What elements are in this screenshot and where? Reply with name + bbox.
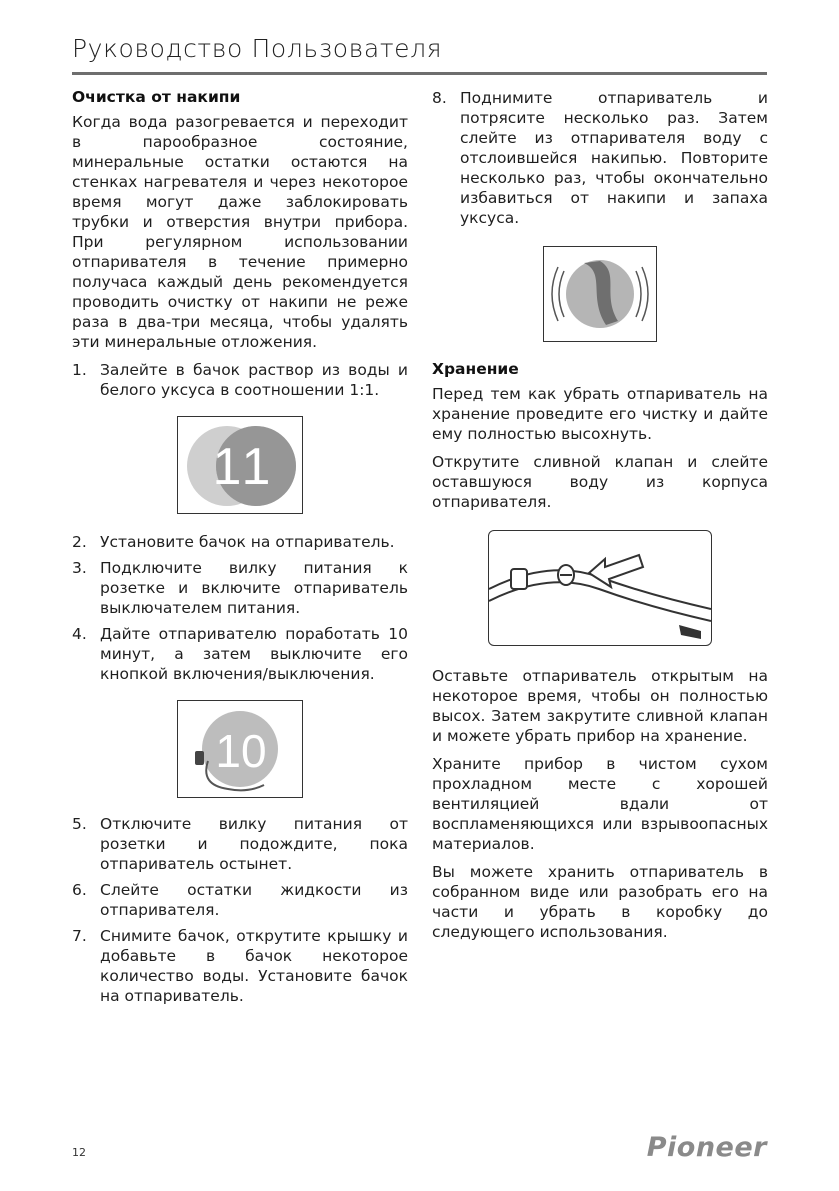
step-number: 7. [72, 927, 87, 945]
timer-value: 10 [215, 725, 267, 777]
step-text: Залейте в бачок раствор из воды и белого уксуса в соотношении 1:1. [100, 361, 408, 399]
page-header [72, 30, 767, 75]
shake-illustration [544, 247, 656, 341]
ratio-illustration [178, 417, 302, 513]
timer-figure [177, 700, 303, 798]
ratio-left-digit: 1 [212, 438, 242, 496]
step-text: Дайте отпаривателю поработать 10 минут, а затем выключите его кнопкой включения/выключения. [100, 625, 408, 683]
drain-valve-illustration [489, 531, 711, 645]
timer-illustration [178, 701, 302, 797]
step-number: 1. [72, 361, 87, 379]
storage-paragraph-2: Открутите сливной клапан и слейте оставшуюся воду из корпуса отпаривателя. [432, 453, 768, 511]
step-item [432, 88, 768, 228]
storage-paragraph-5: Вы можете хранить отпариватель в собранном виде или разобрать его на части и убрать в коробку до следующего использования. [432, 863, 768, 941]
descaling-steps-a [72, 360, 408, 400]
ratio-figure [177, 416, 303, 514]
step-text: Снимите бачок, открутите крышку и добавьте в бачок некоторое количество воды. Установите бачок на отпариватель. [100, 927, 408, 1005]
page-title: Руководство Пользователя [72, 34, 443, 63]
descaling-heading: Очистка от накипи [72, 88, 241, 106]
step-item [72, 360, 408, 400]
storage-heading: Хранение [432, 360, 519, 378]
storage-paragraph-1: Перед тем как убрать отпариватель на хранение проведите его чистку и дайте ему полностью высохнуть. [432, 385, 768, 443]
step-item [72, 880, 408, 920]
page-number: 12 [72, 1146, 86, 1159]
step-item [72, 624, 408, 684]
step-item [72, 926, 408, 1006]
motion-line-icon [552, 267, 558, 321]
storage-paragraph-4: Храните прибор в чистом сухом прохладном месте с хорошей вентиляцией вдали от воспламеняющихся или взрывоопасных материалов. [432, 755, 768, 853]
step-number: 3. [72, 559, 87, 577]
step-text: Поднимите отпариватель и потрясите несколько раз. Затем слейте из отпаривателя воду с отслоившейся накипью. Повторите несколько раз, чтобы окончательно избавиться от накипи и запаха уксуса. [460, 89, 768, 227]
ratio-right-digit: 1 [241, 438, 271, 496]
shake-figure [543, 246, 657, 342]
step-text: Подключите вилку питания к розетке и включите отпариватель выключателем питания. [100, 559, 408, 617]
right-column [432, 88, 768, 950]
steamer-foot-icon [679, 625, 701, 639]
step-item [72, 532, 408, 552]
brand-logo: Pioneer [646, 1132, 767, 1163]
step-text: Отключите вилку питания от розетки и подождите, пока отпариватель остынет. [100, 815, 408, 873]
step-item [72, 814, 408, 874]
storage-paragraph-3: Оставьте отпариватель открытым на некоторое время, чтобы он полностью высох. Затем закрутите сливной клапан и можете убрать прибор на хранение. [432, 667, 768, 745]
hose-connector-icon [511, 569, 527, 589]
descaling-intro: Когда вода разогревается и переходит в парообразное состояние, минеральные остатки остаются на стенках нагревателя и через некоторое время могут даже заблокировать трубки и отверстия внутри прибора. При регулярном использовании отпаривателя в течение примерно получаса каждый день рекомендуется проводить очистку от накипи не реже раза в два-три месяца, чтобы удалять эти минеральные отложения. [72, 113, 408, 351]
motion-line-icon [636, 271, 641, 317]
step-number: 5. [72, 815, 87, 833]
plug-icon [195, 751, 204, 765]
descaling-steps-d [432, 88, 768, 228]
left-column [72, 88, 408, 1012]
step-number: 6. [72, 881, 87, 899]
step-text: Установите бачок на отпариватель. [100, 533, 395, 551]
step-number: 8. [432, 89, 447, 107]
descaling-steps-b [72, 532, 408, 684]
drain-valve-figure [488, 530, 712, 646]
motion-line-icon [642, 267, 648, 321]
step-text: Слейте остатки жидкости из отпаривателя. [100, 881, 408, 919]
descaling-steps-c [72, 814, 408, 1006]
step-number: 2. [72, 533, 87, 551]
step-item [72, 558, 408, 618]
motion-line-icon [559, 271, 564, 317]
step-number: 4. [72, 625, 87, 643]
